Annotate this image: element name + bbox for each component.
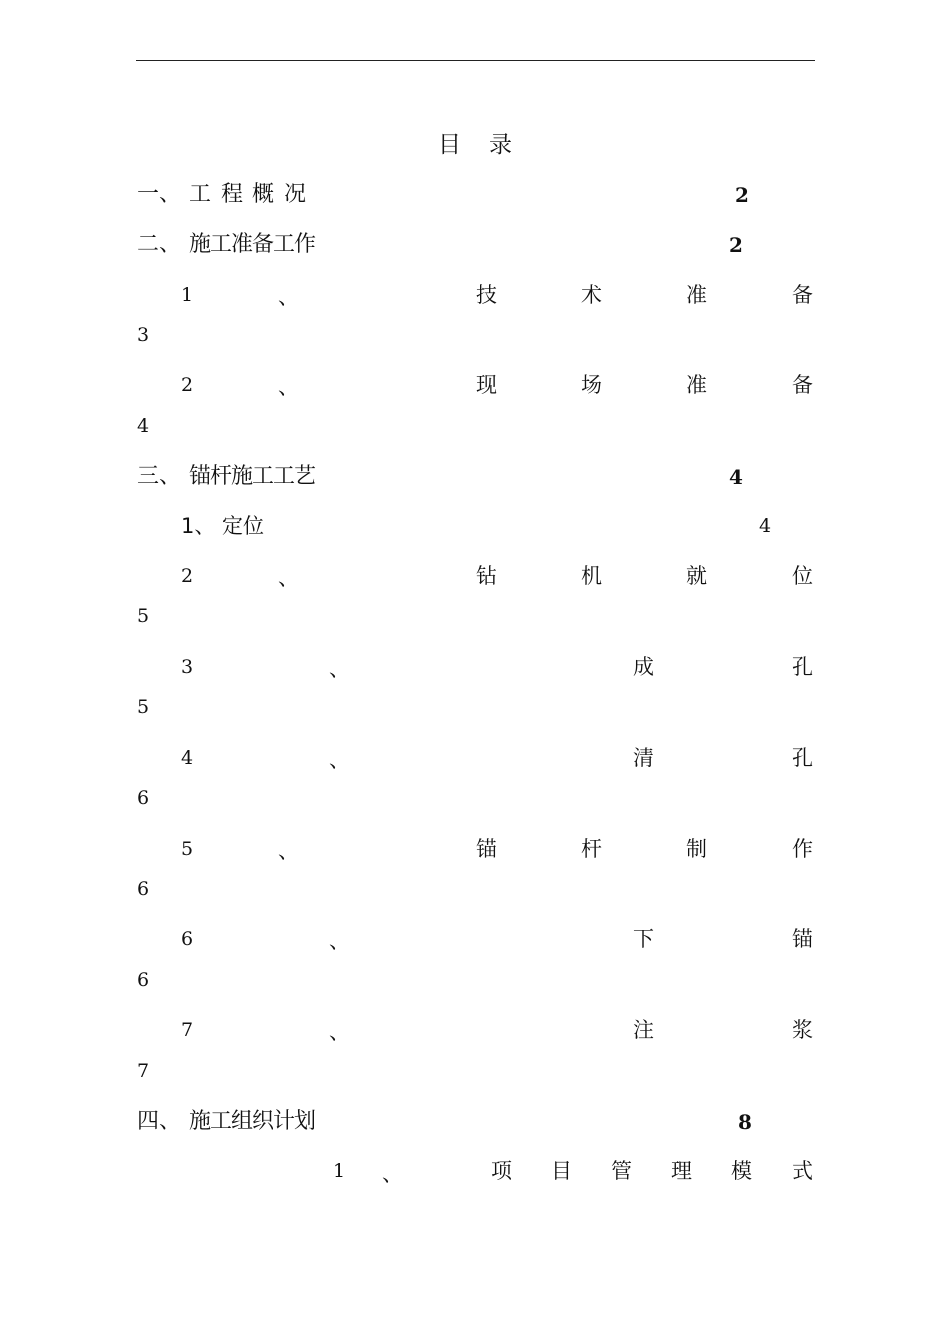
- item-char: 现: [476, 373, 497, 397]
- item-separator: 、: [329, 1020, 350, 1044]
- header-rule: [136, 60, 815, 61]
- section-1-number: 一、: [137, 182, 182, 207]
- item-page: 6: [137, 878, 150, 900]
- section-3-page: 4: [729, 465, 743, 489]
- item-page: 4: [137, 415, 150, 437]
- item-char: 备: [792, 373, 813, 397]
- item-char: 作: [792, 837, 813, 861]
- item-number: 7: [181, 1019, 194, 1041]
- item-char: 模: [731, 1159, 752, 1183]
- item-char: 锚: [792, 927, 813, 951]
- item-separator: 、: [329, 748, 350, 772]
- item-page: 6: [137, 969, 150, 991]
- item-char: 下: [633, 927, 654, 951]
- item-page: 3: [137, 324, 150, 346]
- item-page: 4: [759, 515, 772, 537]
- item-page: 7: [137, 1060, 150, 1082]
- item-number: 1: [333, 1160, 346, 1182]
- item-separator: 、: [329, 929, 350, 953]
- item-char: 准: [686, 373, 707, 397]
- section-2-title: 施工准备工作: [189, 232, 316, 257]
- item-char: 术: [581, 283, 602, 307]
- item-number: 5: [181, 838, 194, 860]
- item-char: 杆: [581, 837, 602, 861]
- item-char: 式: [792, 1159, 813, 1183]
- item-separator: 、: [329, 657, 350, 681]
- item-label: 1、 定位: [181, 514, 265, 538]
- item-char: 注: [633, 1018, 654, 1042]
- item-char: 孔: [792, 655, 813, 679]
- item-char: 就: [686, 564, 707, 588]
- item-char: 锚: [476, 837, 497, 861]
- item-page: 6: [137, 787, 150, 809]
- section-1-page: 2: [735, 183, 749, 207]
- item-separator: 、: [278, 285, 299, 309]
- item-char: 场: [581, 373, 602, 397]
- section-3-title: 锚杆施工工艺: [189, 464, 316, 489]
- item-char: 目: [551, 1159, 572, 1183]
- section-2-page: 2: [729, 233, 743, 257]
- item-char: 孔: [792, 746, 813, 770]
- toc-title-char-1: 目: [438, 132, 461, 158]
- toc-title-char-2: 录: [489, 132, 512, 158]
- item-separator: 、: [382, 1162, 403, 1186]
- item-char: 项: [491, 1159, 512, 1183]
- item-number: 1: [181, 284, 194, 306]
- item-number: 2: [181, 565, 194, 587]
- item-number: 3: [181, 656, 194, 678]
- item-separator: 、: [278, 375, 299, 399]
- section-1-title-char: 程: [221, 182, 244, 207]
- item-char: 钻: [476, 564, 497, 588]
- section-4-page: 8: [738, 1110, 752, 1134]
- item-char: 准: [686, 283, 707, 307]
- item-char: 管: [611, 1159, 632, 1183]
- item-number: 2: [181, 374, 194, 396]
- item-char: 浆: [792, 1018, 813, 1042]
- section-3-number: 三、: [137, 464, 182, 489]
- item-char: 理: [671, 1159, 692, 1183]
- item-separator: 、: [278, 839, 299, 863]
- item-char: 制: [686, 837, 707, 861]
- item-char: 技: [476, 283, 497, 307]
- item-number: 6: [181, 928, 194, 950]
- item-page: 5: [137, 696, 150, 718]
- item-page: 5: [137, 605, 150, 627]
- section-4-title: 施工组织计划: [189, 1109, 316, 1134]
- item-char: 清: [633, 746, 654, 770]
- section-1-title-char: 工: [189, 182, 212, 207]
- item-separator: 、: [278, 566, 299, 590]
- item-char: 成: [633, 655, 654, 679]
- section-1-title-char: 况: [284, 182, 307, 207]
- item-number: 4: [181, 747, 194, 769]
- item-char: 机: [581, 564, 602, 588]
- item-char: 位: [792, 564, 813, 588]
- section-2-number: 二、: [137, 232, 182, 257]
- section-4-number: 四、: [137, 1109, 182, 1134]
- section-1-title-char: 概: [252, 182, 275, 207]
- item-char: 备: [792, 283, 813, 307]
